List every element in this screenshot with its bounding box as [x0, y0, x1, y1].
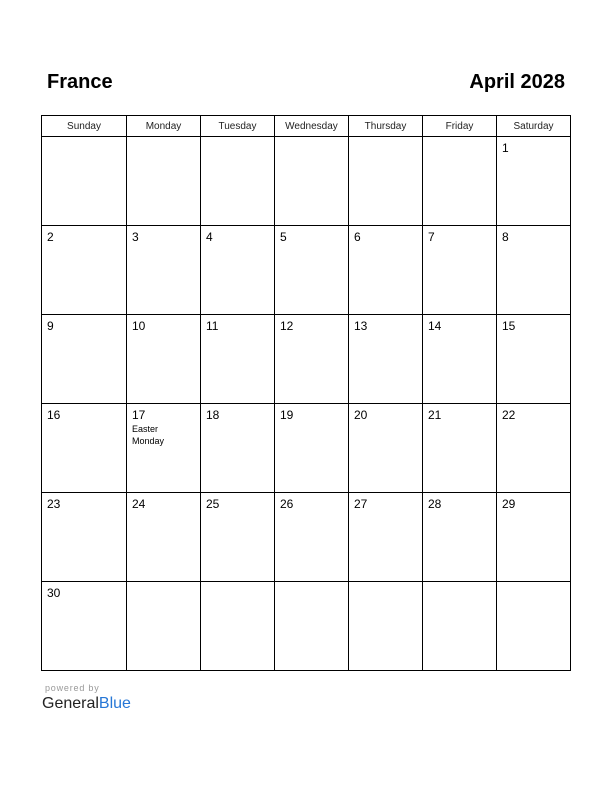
weekday-saturday: Saturday: [497, 116, 571, 137]
day-number: 15: [502, 319, 516, 333]
day-number: 17: [132, 408, 146, 422]
brand-logo: [42, 695, 131, 713]
day-number: 20: [354, 408, 368, 422]
day-number: 29: [502, 497, 516, 511]
week-row: [42, 493, 571, 582]
brand-blue-text: Blue: [98, 695, 131, 712]
day-cell: [497, 137, 571, 226]
week-row: [42, 582, 571, 671]
day-cell: [423, 582, 497, 671]
day-number: 12: [280, 319, 294, 333]
weekday-header-row: [42, 116, 571, 137]
week-row: [42, 226, 571, 315]
day-number: 16: [47, 408, 61, 422]
day-cell: [275, 315, 349, 404]
day-cell: [349, 315, 423, 404]
day-number: 23: [47, 497, 61, 511]
weekday-tuesday: Tuesday: [201, 116, 275, 137]
day-cell: [42, 315, 127, 404]
day-cell: [42, 226, 127, 315]
day-number: 25: [206, 497, 220, 511]
day-cell: [497, 493, 571, 582]
day-cell: [275, 137, 349, 226]
day-number: 22: [502, 408, 516, 422]
month-year-title: April 2028: [469, 71, 565, 93]
week-row: [42, 404, 571, 493]
day-number: 27: [354, 497, 368, 511]
day-cell: [127, 137, 201, 226]
day-cell: [349, 404, 423, 493]
day-cell: [201, 137, 275, 226]
day-number: 2: [47, 230, 54, 244]
day-number: 4: [206, 230, 213, 244]
day-cell: [423, 315, 497, 404]
calendar-body: [42, 137, 571, 671]
day-cell: [497, 404, 571, 493]
calendar-grid: [41, 115, 571, 671]
day-cell: [349, 137, 423, 226]
day-cell: [42, 582, 127, 671]
day-cell: [423, 404, 497, 493]
day-number: 6: [354, 230, 361, 244]
day-number: 21: [428, 408, 442, 422]
day-cell: [497, 226, 571, 315]
day-cell: [497, 315, 571, 404]
day-number: 9: [47, 319, 54, 333]
day-number: 14: [428, 319, 442, 333]
day-cell: [349, 493, 423, 582]
day-cell: [349, 582, 423, 671]
day-number: 30: [47, 586, 61, 600]
week-row: [42, 137, 571, 226]
day-cell: [201, 404, 275, 493]
day-cell: [423, 493, 497, 582]
day-number: 8: [502, 230, 509, 244]
weekday-friday: Friday: [423, 116, 497, 137]
week-row: [42, 315, 571, 404]
weekday-sunday: Sunday: [42, 116, 127, 137]
day-number: 10: [132, 319, 146, 333]
day-number: 7: [428, 230, 435, 244]
country-title: France: [47, 71, 113, 93]
day-cell: [275, 226, 349, 315]
day-cell: [275, 404, 349, 493]
day-cell: [127, 315, 201, 404]
day-cell: [497, 582, 571, 671]
day-cell: [275, 493, 349, 582]
day-number: 19: [280, 408, 294, 422]
day-cell: [423, 137, 497, 226]
day-number: 26: [280, 497, 294, 511]
day-cell: [349, 226, 423, 315]
weekday-thursday: Thursday: [349, 116, 423, 137]
holiday-label: Easter Monday: [132, 424, 165, 446]
brand-general-text: General: [42, 695, 99, 712]
day-cell: [423, 226, 497, 315]
day-number: 28: [428, 497, 442, 511]
day-number: 11: [206, 319, 219, 333]
day-cell: [127, 493, 201, 582]
day-number: 1: [502, 141, 509, 155]
day-cell: [127, 226, 201, 315]
day-number: 24: [132, 497, 146, 511]
day-number: 5: [280, 230, 287, 244]
day-cell: [127, 582, 201, 671]
day-cell: [127, 404, 201, 493]
day-number: 18: [206, 408, 220, 422]
day-cell: [275, 582, 349, 671]
weekday-monday: Monday: [127, 116, 201, 137]
weekday-wednesday: Wednesday: [275, 116, 349, 137]
day-cell: [201, 582, 275, 671]
footer-branding: [42, 683, 131, 713]
day-cell: [42, 404, 127, 493]
day-cell: [201, 226, 275, 315]
day-number: 3: [132, 230, 139, 244]
day-cell: [201, 315, 275, 404]
day-cell: [42, 137, 127, 226]
day-cell: [42, 493, 127, 582]
day-number: 13: [354, 319, 368, 333]
day-cell: [201, 493, 275, 582]
powered-by-label: powered by: [45, 683, 100, 693]
